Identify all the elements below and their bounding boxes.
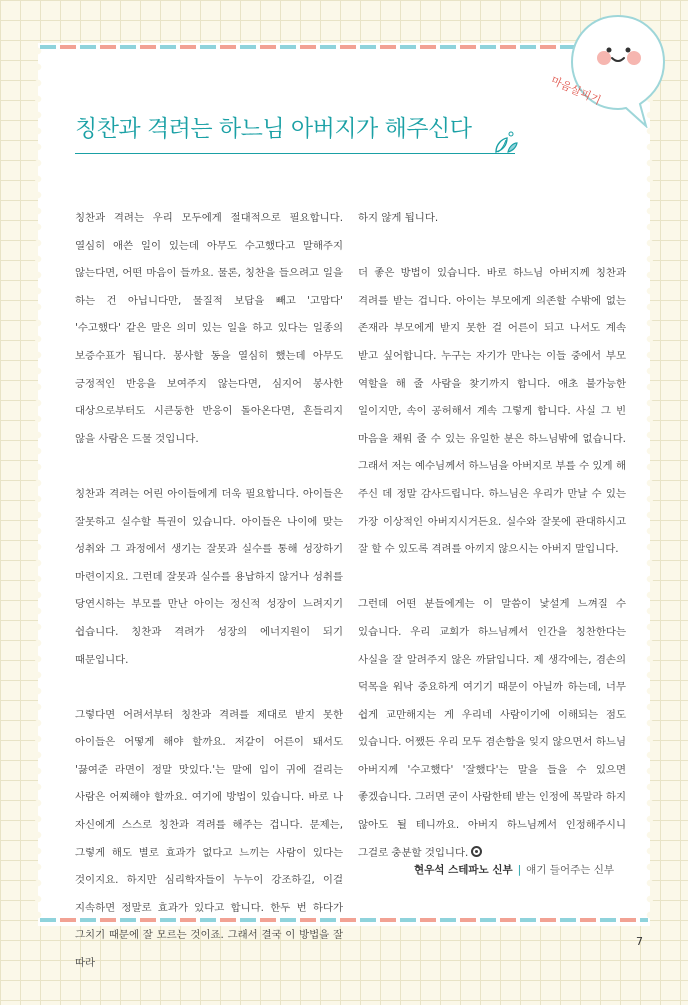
right-text-column bbox=[358, 205, 626, 895]
right-scalloped-edge bbox=[646, 43, 654, 926]
end-mark-icon bbox=[471, 846, 482, 857]
section-label: 마음살피기 bbox=[548, 73, 603, 108]
page-number: 7 bbox=[636, 935, 643, 948]
paragraph: 칭찬과 격려는 우리 모두에게 절대적으로 필요합니다. 열심히 애쓴 일이 있는데 아무도 수고했다고 말해주지 않는다면, 어떤 마음이 들까요. 물론, 칭찬을 들으려고 일을 하는 건 아닙니다만, 물질적 보답을 빼고 '고맙다' '수고했다' 같은 말은 의미 있는 일을 하고 있다는 일종의 보증수표가 됩니다. 봉사할 동을 열심히 했는데 아무도 긍정적인 반응을 보여주지 않는다면, 심지어 봉사한 대상으로부터도 시큰둥한 반응이 돌아온다면, 흔들리지 않을 사람은 드물 것입니다. bbox=[75, 212, 343, 445]
byline bbox=[358, 862, 614, 877]
paragraph: 하지 않게 됩니다. bbox=[358, 212, 439, 224]
paragraph-last bbox=[358, 591, 626, 867]
paragraph: 칭찬과 격려는 어린 아이들에게 더욱 필요합니다. 아이들은 잘못하고 실수할 특권이 있습니다. 아이들은 나이에 맞는 성취와 그 과정에서 생기는 잘못과 실수를 통해 성장하기 마련이지요. 그런데 잘못과 실수를 용납하지 않거나 성취를 당연시하는 부모를 만난 아이는 정신적 성장이 느려지기 쉽습니다. 칭찬과 격려가 성장의 에너지원이 되기 때문입니다. bbox=[75, 487, 343, 666]
article-title: 칭찬과 격려는 하느님 아버지가 해주신다 bbox=[75, 116, 472, 142]
top-dashed-stripe bbox=[40, 45, 648, 49]
paragraph-text: 그런데 어떤 분들에게는 이 말씀이 낯설게 느껴질 수 있습니다. 우리 교회가 하느님께서 인간을 칭찬한다는 사실을 잘 알려주지 않은 까닭입니다. 제 생각에는, 겸손의 덕목을 워낙 중요하게 여기기 때문이 아닐까 하는데, 너무 쉽게 교만해지는 게 우리네 사람이기에 이해되는 점도 있습니다. 어쨌든 우리 모두 겸손함을 잊지 않으면서 하느님 아버지께 '수고했다' '잘했다'는 말을 들을 수 있으면 좋겠습니다. 그러면 굳이 사람한테 받는 인정에 목말라 하지 않아도 될 테니까요. 아버지 하느님께서 인정해주시니 그걸로 충분할 것입니다. bbox=[358, 598, 626, 859]
paragraph: 더 좋은 방법이 있습니다. 바로 하느님 아버지께 칭찬과 격려를 받는 겁니다. 아이는 부모에게 의존할 수밖에 없는 존재라 부모에게 받지 못한 걸 어른이 되고 나서도 계속 받고 싶어합니다. 누구는 자기가 만나는 이들 중에서 부모 역할을 해 줄 사람을 찾기까지 합니다. 애초 불가능한 일이지만, 속이 공허해서 계속 그렇게 합니다. 사실 그 빈 마음을 채워 줄 수 있는 유일한 분은 하느님밖에 없습니다. 그래서 저는 예수님께서 하느님을 아버지로 부를 수 있게 해 주신 데 정말 감사드립니다. 하느님은 우리가 만날 수 있는 가장 이상적인 아버지시거든요. 실수와 잘못에 관대하시고 잘 할 수 있도록 격려를 아끼지 않으시는 아버지 말입니다. bbox=[358, 267, 626, 556]
paragraph: 그렇다면 어려서부터 칭찬과 격려를 제대로 받지 못한 아이들은 어떻게 해야 할까요. 저같이 어른이 돼서도 '끓여준 라면이 정말 맛있다.'는 말에 입이 귀에 걸리는 사람은 어찌해야 할까요. 여기에 방법이 있습니다. 바로 나 자신에게 스스로 칭찬과 격려를 해주는 겁니다. 문제는, 그렇게 해도 별로 효과가 없다고 느끼는 사람이 있다는 것이지요. 하지만 심리학자들이 누누이 강조하길, 이걸 지속하면 정말로 효과가 있다고 합니다. 한두 번 하다가 그치기 때문에 잘 모르는 것이죠. 그래서 결국 이 방법을 잘 따라 bbox=[75, 708, 343, 970]
left-text-column bbox=[75, 205, 343, 1005]
author-name: 현우석 스테파노 신부 bbox=[414, 864, 513, 876]
byline-separator: | bbox=[517, 864, 522, 876]
title-underline bbox=[75, 153, 515, 154]
author-role: 얘기 들어주는 신부 bbox=[526, 864, 614, 876]
left-scalloped-edge bbox=[34, 43, 42, 926]
